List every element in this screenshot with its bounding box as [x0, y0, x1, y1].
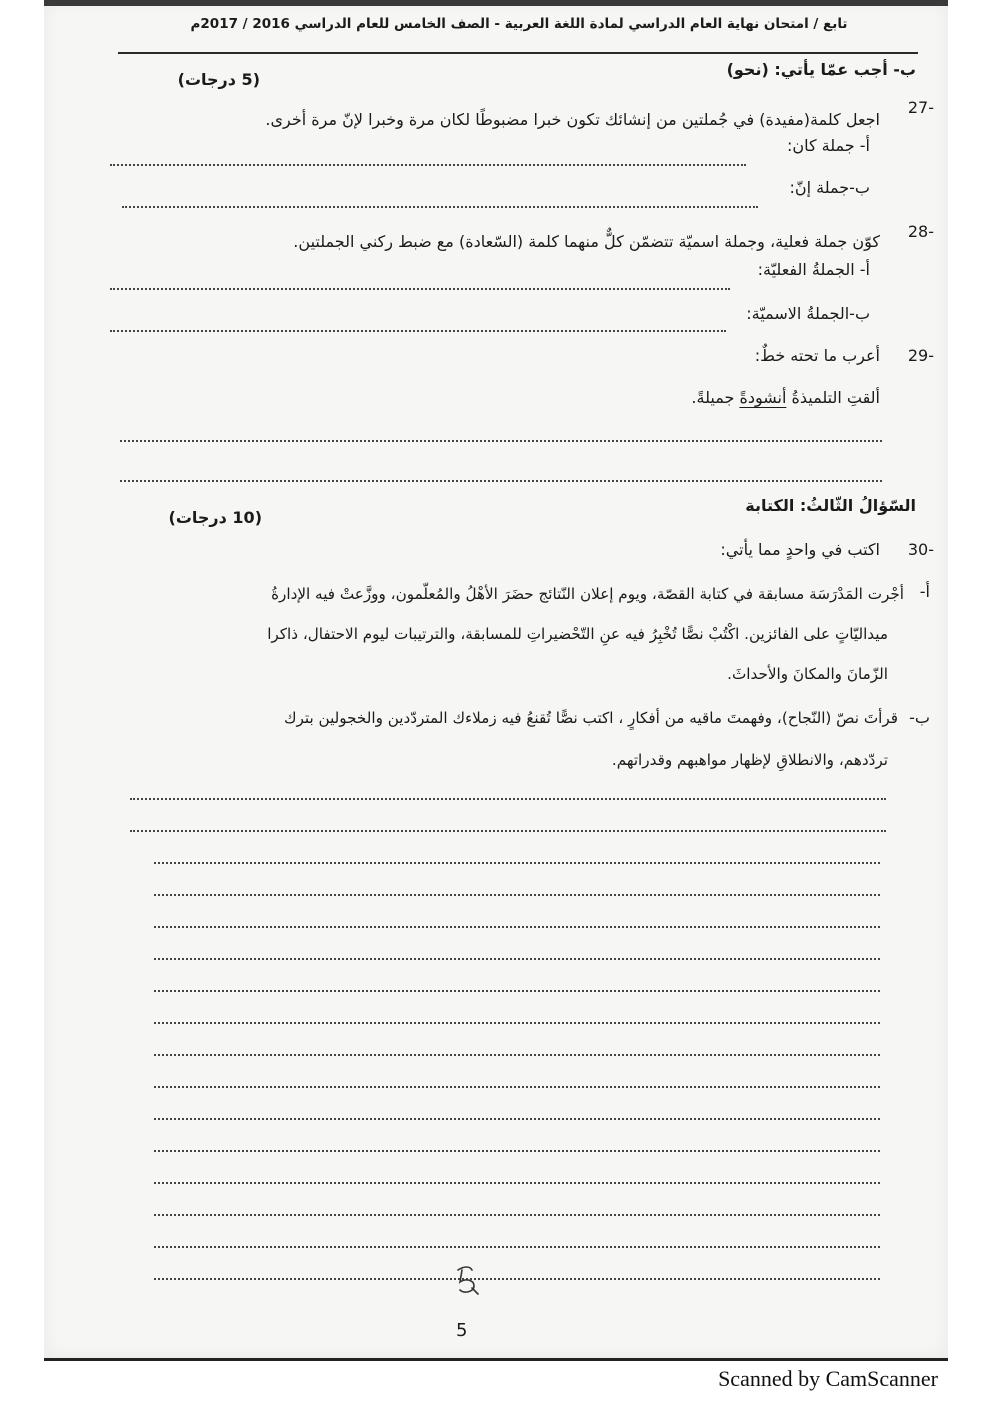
q30-text: اكتب في واحدٍ مما يأتي: [720, 540, 880, 559]
writing-line[interactable] [130, 798, 886, 800]
q30-a-label: أ- [919, 582, 930, 601]
writing-line[interactable] [154, 862, 880, 864]
writing-line[interactable] [154, 1182, 880, 1184]
page-number: 5 [456, 1320, 468, 1341]
page-top-edge [44, 0, 948, 6]
q27-a-answer-line[interactable] [110, 164, 746, 166]
writing-line[interactable] [154, 894, 880, 896]
q28-b-label: ب-الجملةُ الاسميّة: [746, 304, 870, 323]
q28-number: -28 [907, 222, 934, 241]
section-b-title: ب- أجب عمّا يأتي: (نحو) [726, 60, 916, 79]
q30-b-line-1: قرأتَ نصّ (النّجاح)، وفهمتَ ماقيه من أفكارٍ ، اكتب نصًّا تُقنعُ فيه زملاءك المتردّدين والخجولين بترك [283, 709, 898, 727]
q29-sentence [691, 386, 880, 410]
q30-b-label: ب- [909, 708, 930, 727]
q29-text: أعرب ما تحته خطٌ: [754, 346, 880, 365]
scanner-watermark: Scanned by CamScanner [718, 1366, 938, 1391]
q29-underlined-word: أنشودةً [739, 388, 787, 407]
writing-line[interactable] [154, 1278, 880, 1280]
q29-number: -29 [907, 346, 934, 365]
section3-grade: (10 درجات) [168, 508, 262, 527]
q27-text: اجعل كلمة(مفيدة) في جُملتين من إنشائك تكون خبرا مضبوطًا لكان مرة وخبرا لإنّ مرة أخرى. [265, 110, 880, 129]
q30-b-line-2: تردّدهم، والانطلاقِ لإظهار مواهبهم وقدراتهم. [611, 751, 888, 769]
writing-line[interactable] [154, 1022, 880, 1024]
writing-line[interactable] [154, 926, 880, 928]
writing-line[interactable] [154, 1214, 880, 1216]
section-b-grade: (5 درجات) [177, 70, 260, 89]
writing-line[interactable] [154, 958, 880, 960]
q29-sentence-after: جميلةً. [691, 388, 740, 407]
exam-header: تابع / امتحان نهاية العام الدراسي لمادة اللغة العربية - الصف الخامس للعام الدراسي 2016 / 2017م [190, 16, 848, 32]
q29-answer-line-1[interactable] [120, 440, 882, 442]
q30-number: -30 [907, 540, 934, 559]
writing-line[interactable] [154, 1118, 880, 1120]
q30-a-line-1: أجْرت المَدْرَسَة مسابقة في كتابة القصّة، ويوم إعلان النّتائج حضَرَ الأهْلُ والمُعلّمون، ووزَّعتْ فيه الإدارةُ [271, 585, 904, 603]
q28-b-answer-line[interactable] [110, 330, 726, 332]
q27-a-label: أ- جملة كان: [786, 136, 870, 155]
q29-sentence-before: ألقتِ التلميذةُ [786, 388, 880, 407]
writing-line[interactable] [154, 1054, 880, 1056]
q28-a-label: أ- الجملةُ الفعليّة: [757, 260, 870, 279]
section3-title: السّؤالُ الثّالثُ: الكتابة [745, 496, 916, 515]
q27-b-label: ب-جملة إنّ: [789, 178, 870, 197]
q27-number: -27 [907, 98, 934, 117]
header-rule [118, 52, 918, 54]
q28-text: كوّن جملة فعلية، وجملة اسميّة تتضمّن كلٌّ منهما كلمة (السّعادة) مع ضبط ركني الجملتين. [293, 232, 880, 251]
writing-line[interactable] [154, 1150, 880, 1152]
q27-b-answer-line[interactable] [122, 206, 758, 208]
q28-a-answer-line[interactable] [110, 288, 730, 290]
handwritten-initial-mark [452, 1262, 482, 1296]
writing-line[interactable] [154, 1086, 880, 1088]
q30-a-line-3: الزّمانَ والمكانَ والأحداثَ. [727, 665, 888, 683]
q30-a-line-2: ميداليّاتٍ على الفائزين. اكْتُبْ نصًّا تُخْبِرُ فيه عنِ التّحْضيراتِ للمسابقة، والترتيبات ليوم الاحتفال، ذاكرا [267, 625, 888, 643]
q29-answer-line-2[interactable] [120, 480, 882, 482]
writing-line[interactable] [130, 830, 886, 832]
writing-line[interactable] [154, 1246, 880, 1248]
writing-line[interactable] [154, 990, 880, 992]
